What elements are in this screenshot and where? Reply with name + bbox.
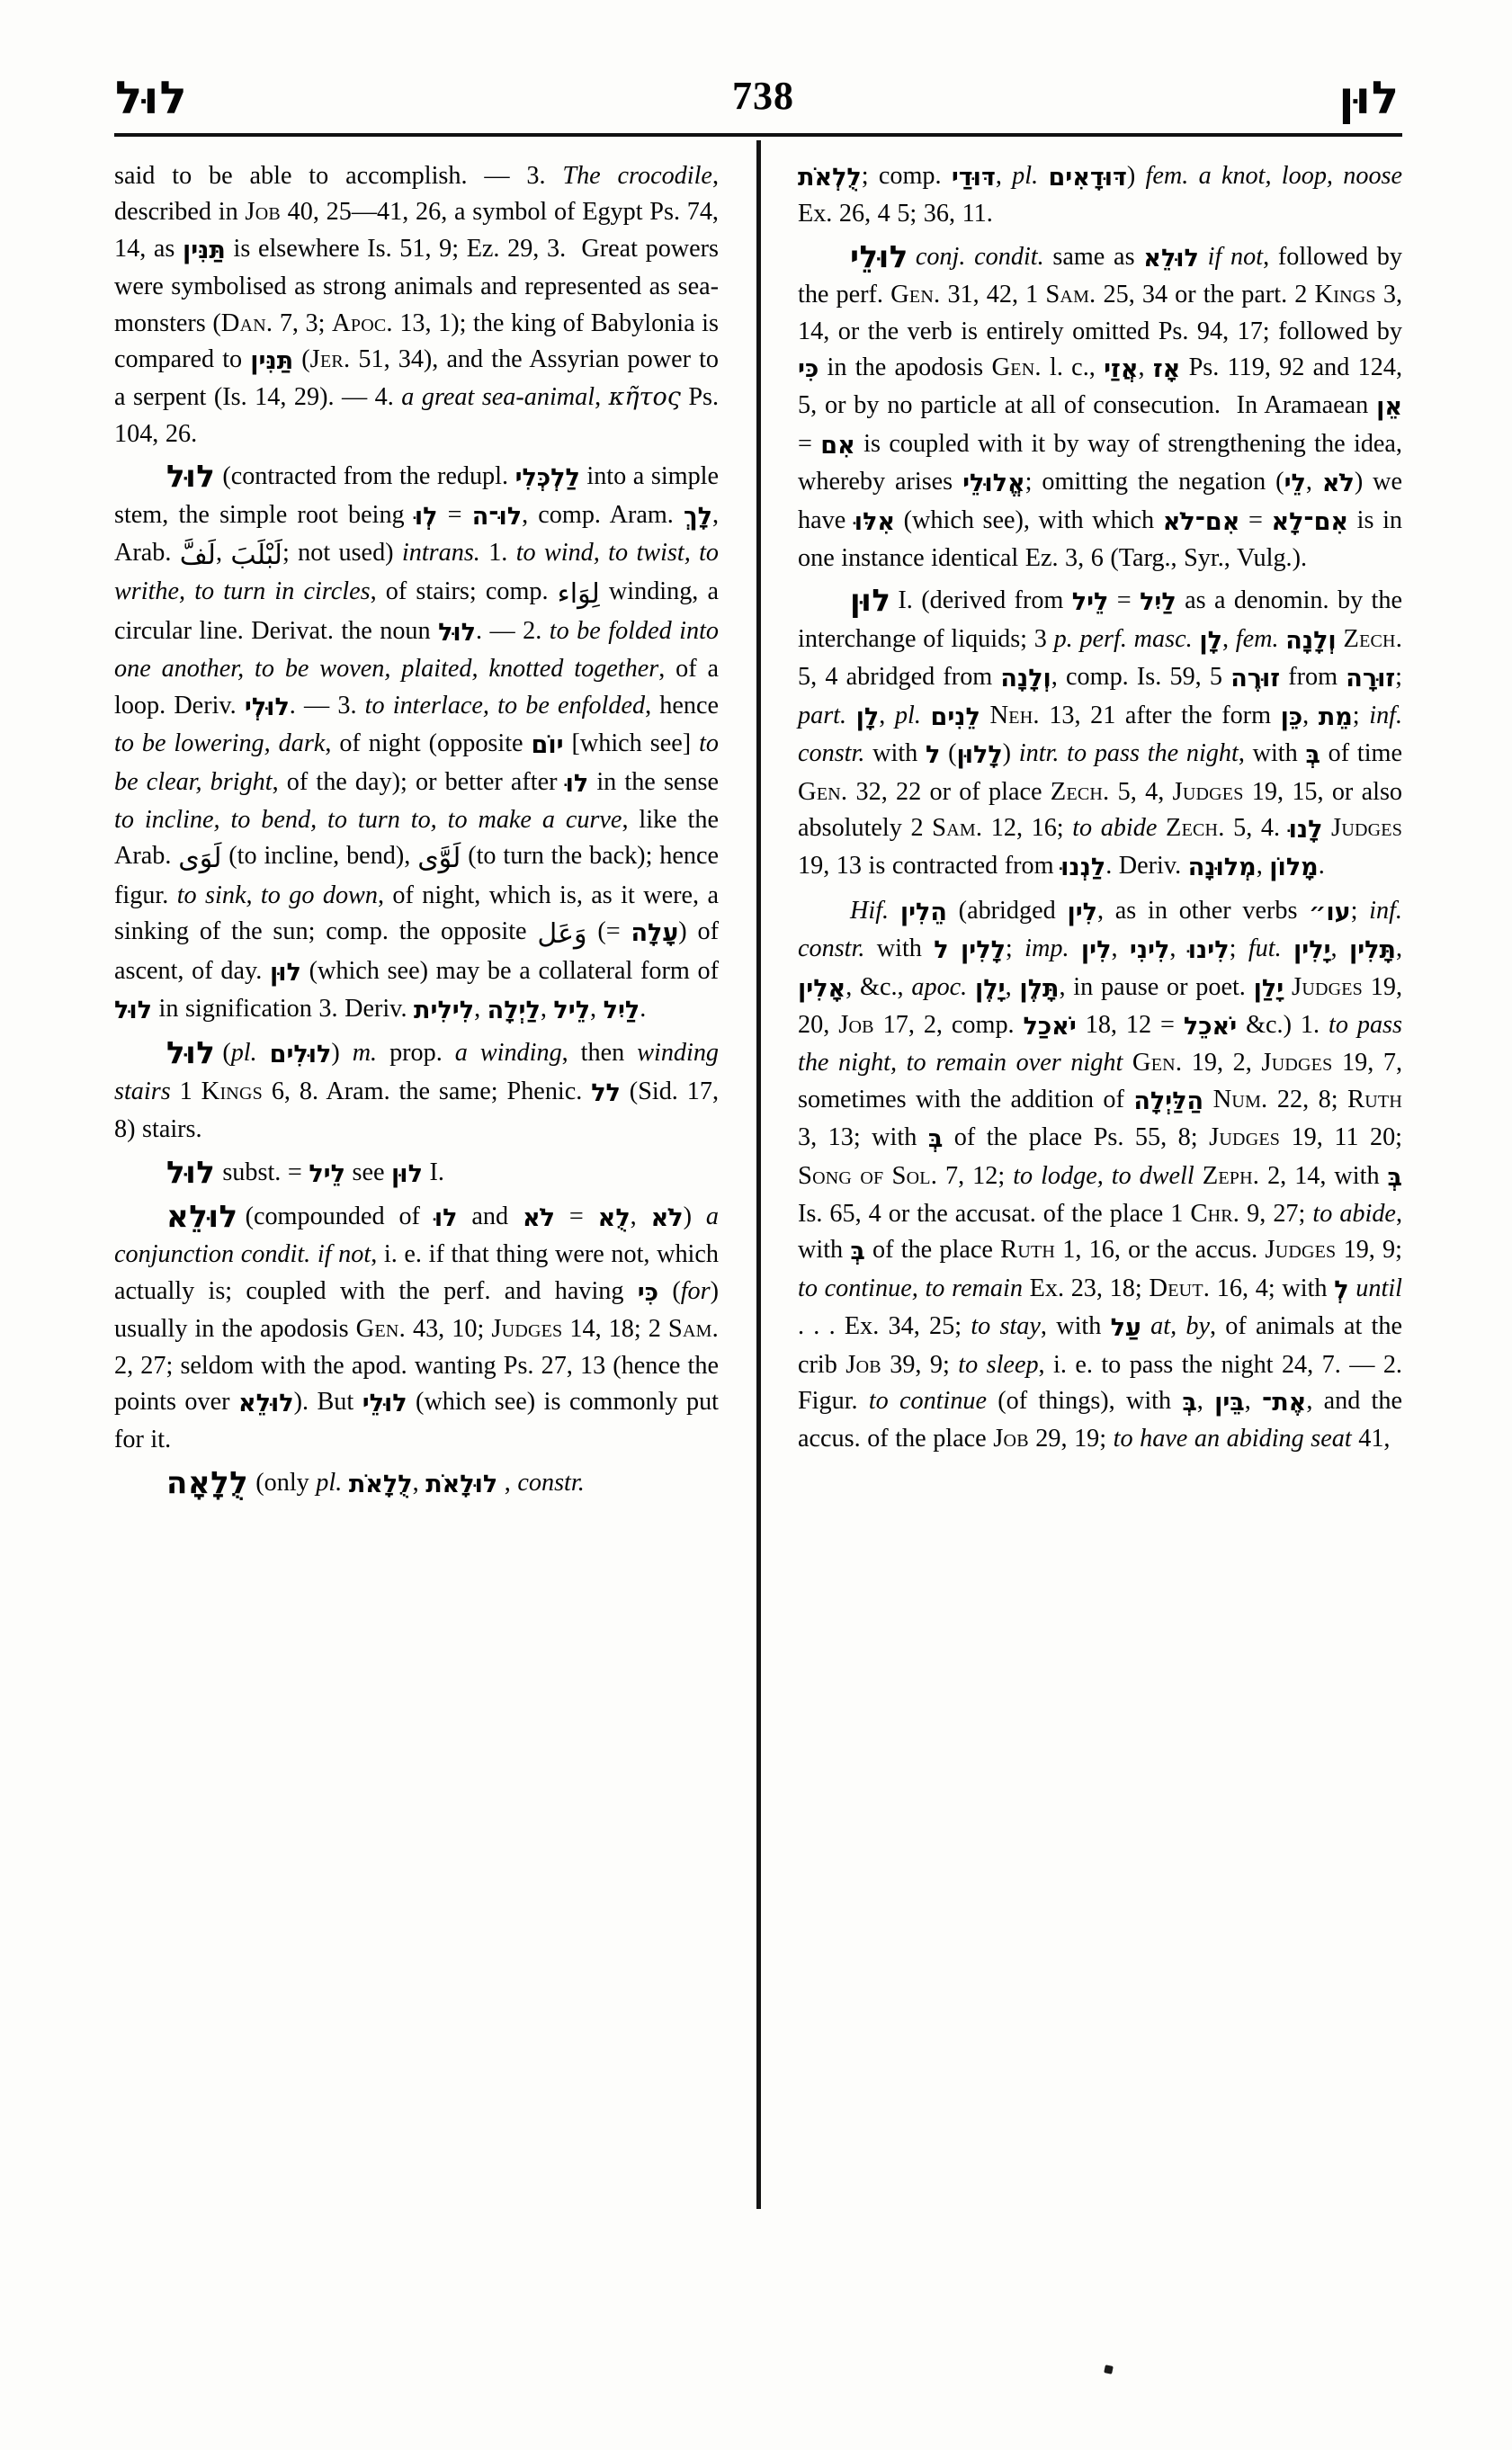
dictionary-entry-lun-hifil: Hif. הֵלִין (abridged לִין, as in other verbs עו״; inf. constr. with ל לָלִין; imp. לִין, לִינִי, לִינוּ; fut. יָלִין, תָּלִין, אָלִין, &c., apoc. יָלֶן, תָּלֶן, in pause or poet. יָלַן Judges 19, 20, Job 17, 2, comp. יֹאכַל 18, 12 = יֹאכֵל &c.) 1. to pass the night, to remain over night Gen. 19, 2, Judges 19, 7, sometimes with the addition of הַלַּיְלָה Num. 22, 8; Ruth 3, 13; with בְּ of the place Ps. 55, 8; Judges 19, 11 20; Song of Sol. 7, 12; to lodge, to dwell Zeph. 2, 14, with בְּ Is. 65, 4 or the accusat. of the place 1 Chr. 9, 27; to abide, with בְּ of the place Ruth 1, 16, or the accus. Judges 19, 9; to continue, to remain Ex. 23, 18; Deut. 16, 4; with לְ until . . . Ex. 34, 25; to stay, with עַל at, by, of animals at the crib Job 39, 9; to sleep, i. e. to pass the night 24, 7. — 2. Figur. to continue (of things), with בְּ, בֵּין, אֶת־, and the accus. of the place Job 29, 19; to have an abiding seat 41, [798, 896, 1403, 1453]
running-head-right-hebrew: לוּן [1338, 72, 1400, 124]
entry-lemma-hebrew: לוּל [166, 459, 216, 496]
paragraph-continuation: said to be able to accomplish. — 3. The crocodile, described in Job 40, 25—41, 26, a symbol of Egypt Ps. 74, 14, as תַּנִּין is elsewhere Is. 51, 9; Ez. 29, 3. Great powers were symbolised as strong animals and represented as sea-monsters (Dan. 7, 3; Apoc. 13, 1); the king of Babylonia is compared to תַּנִּין (Jer. 51, 34), and the Assyrian power to a serpent (Is. 14, 29). — 4. a great sea-animal, κῆτος Ps. 104, 26. [114, 162, 720, 448]
dictionary-entry-lul-subst: לוּל subst. = לֵיל see לוּן I. [166, 1154, 444, 1191]
running-head [115, 56, 1400, 124]
header-divider-rule [114, 133, 1402, 137]
page-number: 738 [732, 74, 795, 118]
running-head-left-hebrew: לוּל [115, 72, 188, 124]
dictionary-entry-lulei: לוּלֵי conj. condit. same as לוּלֵא if not, followed by the perf. Gen. 31, 42, 1 Sam. 25, 34 or the part. 2 Kings 3, 14, or the verb is entirely omitted Ps. 94, 17; followed by כִּי in the apodosis Gen. l. c., אֲזַי, אָז Ps. 119, 92 and 124, 5, or by no particle at all of consecution. In Aramaean אֵן = אִם is coupled with it by way of strengthening the idea, whereby arises אֱלוּלֵי; omitting the negation (לֵי, לֹא) we have אִלּוּ (which see), with which אִם־לֹא = אִם־לָא is in one instance identical Ez. 3, 6 (Targ., Syr., Vulg.). [798, 238, 1403, 573]
dictionary-entry-lule: לוּלֵא (compounded of לוּ and לֹא = לֻא, לֹא) a conjunction condit. if not, i. e. if that thing were not, which actually is; coupled with the perf. and having כִּי (for) usually in the apodosis Gen. 43, 10; Judges 14, 18; 2 Sam. 2, 27; seldom with the apod. wanting Ps. 27, 13 (hence the points over לוּלֵא). But לוּלֵי (which see) is commonly put for it. [114, 1198, 720, 1454]
scan-artifact-speck [1104, 2365, 1114, 2374]
paragraph-continuation: לֻלְאֹת; comp. דּוּדַי, pl. דּוּדָאִים) fem. a knot, loop, noose Ex. 26, 4 5; 36, 11. [798, 162, 1403, 228]
right-column [798, 158, 1402, 2272]
entry-lemma-hebrew: לוּל [166, 1154, 216, 1191]
two-column-body [114, 158, 1402, 2272]
dictionary-entry-lul-noun: לוּל (pl. לוּלִים) m. prop. a winding, then winding stairs 1 Kings 6, 8. Aram. the same; Phenic. לל (Sid. 17, 8) stairs. [114, 1035, 720, 1144]
column-divider-rule [756, 140, 761, 2209]
dictionary-entry-lun-one: לוּן I. (derived from לֵיל = לַיִל as a denomin. by the interchange of liquids; 3 p. perf. masc. לָן, fem. וְלָנָה Zech. 5, 4 abridged from וְלָנָה, comp. Is. 59, 5 זוּרֶה from זוּרָה; part. לָן, pl. לֵנִים Neh. 13, 21 after the form כֵּן, מֵת; inf. constr. with ל (לָלוּן) intr. to pass the night, with בְּ of time Gen. 32, 22 or of place Zech. 5, 4, Judges 19, 15, or also absolutely 2 Sam. 12, 16; to abide Zech. 5, 4. לָנוּ Judges 19, 13 is contracted from לַנְנוּ. Deriv. מְלוּנָה, מָלוֹן. [798, 583, 1403, 882]
entry-lemma-hebrew: לוּלֵי [850, 238, 908, 275]
dictionary-entry-lul-verb: לוּל (contracted from the redupl. לַלְכְּלִי into a simple stem, the simple root being לְוּ = לוּ־ה, comp. Aram. לָךְ, Arab. لَفَّ, لَبْلَبَ; not used) intrans. 1. to wind, to twist, to writhe, to turn in circles, of stairs; comp. لِوَاء winding, a circular line. Derivat. the noun לוּל. — 2. to be folded into one another, to be woven, plaited, knotted together, of a loop. Deriv. לוּלְי. — 3. to interlace, to be enfolded, hence to be lowering, dark, of night (opposite יוֹם [which see] to be clear, bright, of the day); or better after לוּ in the sense to incline, to bend, to turn to, to make a curve, like the Arab. لَوَى (to incline, bend), لَوَّى (to turn the back); hence figur. to sink, to go down, of night, which is, as it were, a sinking of the sun; comp. the opposite وَعَل (= עָלָה) of ascent, of day. לוּן (which see) may be a collateral form of לוּל in signification 3. Deriv. לִילִית, לַיְלָה, לֵיל, לַיִל. [114, 459, 720, 1024]
entry-lemma-hebrew: לוּלֵא [166, 1198, 238, 1235]
dictionary-entry-lulaah: לֻלָאָה (only pl. לֻלָאֹת, לוּלָאֹת , constr. [166, 1464, 585, 1501]
entry-lemma-hebrew: לֻלָאָה [166, 1464, 249, 1501]
entry-lemma-hebrew: לוּן [850, 583, 891, 620]
left-column [114, 158, 719, 2272]
entry-lemma-hebrew: לוּל [166, 1035, 216, 1072]
